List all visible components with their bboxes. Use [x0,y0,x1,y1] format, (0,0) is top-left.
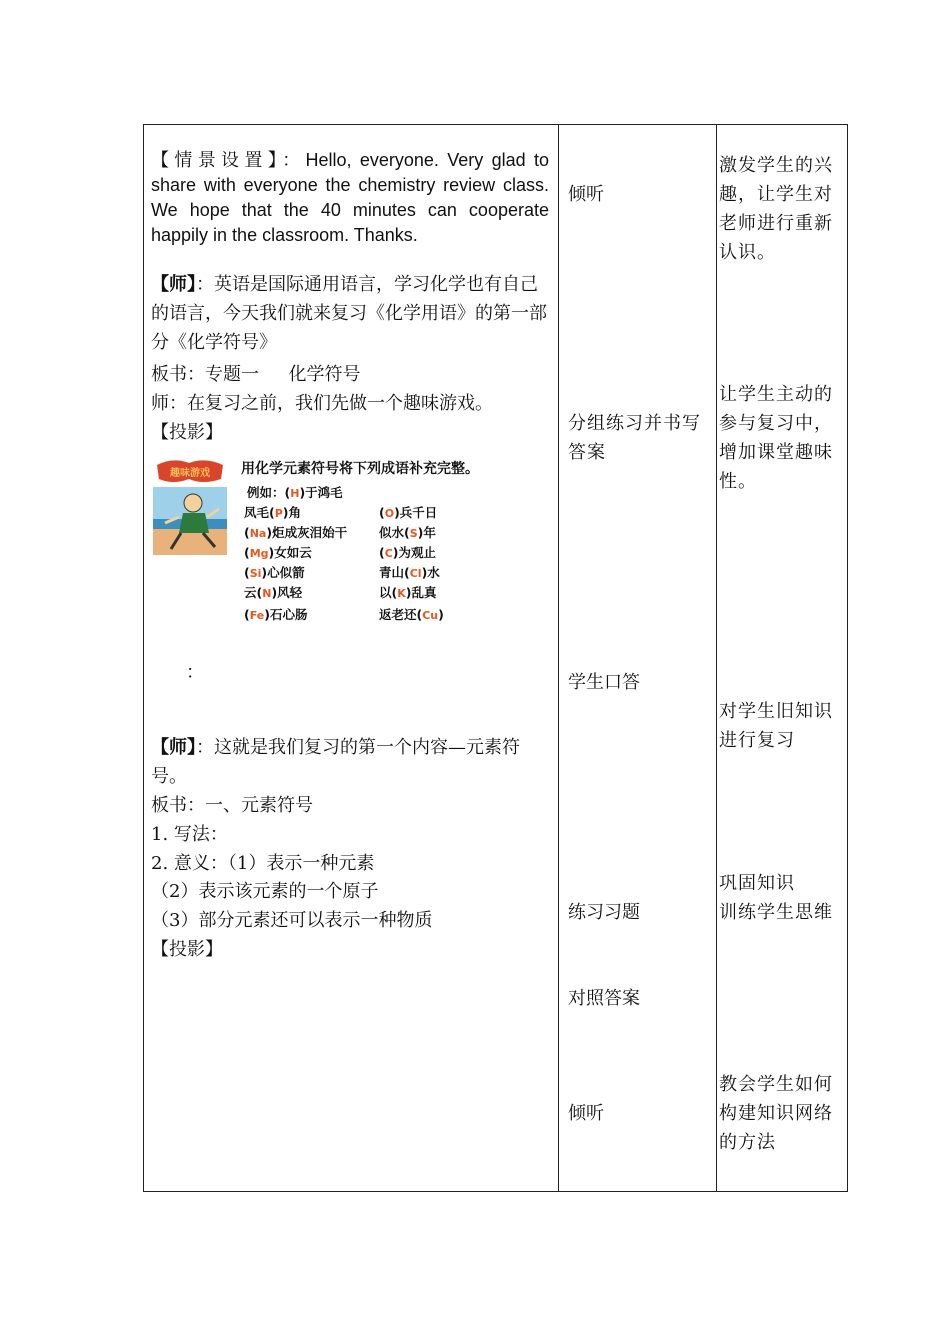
idiom-element-symbol: Si [249,567,262,580]
idiom-pre: 青山( [379,565,410,580]
idiom-pre: 返老还( [379,607,423,622]
scene-setting [151,148,549,248]
idiom-pre: ( [244,607,250,622]
projection-label: 【投影】 [151,422,223,443]
idiom-element-symbol: Cl [409,567,422,580]
item-atom: （2）表示该元素的一个原子 [151,881,379,902]
idiom-pre: 似水( [379,525,410,540]
idiom-item [244,523,347,541]
idiom-item [379,583,436,601]
teacher-label-2: 【师】 [151,737,196,758]
column-divider-2 [716,124,717,1192]
purpose-knowledge-network: 教会学生如何构建知识网络的方法 [719,1074,833,1153]
item-substance: （3）部分元素还可以表示一种物质 [151,910,433,931]
teacher-intro-text: ：英语是国际通用语言，学习化学也有自己的语言，今天我们就来复习《化学用语》的第一部分《化学符号》 [151,274,547,353]
scene-label: 【情景设置】： [151,150,306,171]
idiom-element-symbol: S [409,527,418,540]
example-pre: 例如：( [247,485,291,500]
idiom-element-symbol: Na [249,527,267,540]
board-topic: 板书：专题一 化学符号 [151,364,361,385]
example-line [247,483,343,501]
teacher-label: 【师】 [151,274,196,295]
activity-oral-answer: 学生口答 [568,672,640,693]
idiom-element-symbol: N [262,587,272,600]
game-logo-text: 趣味游戏 [170,468,210,479]
idiom-element-symbol: Mg [249,547,269,560]
idiom-element-symbol: Cu [422,609,439,622]
activity-listen-2: 倾听 [568,1103,604,1124]
idiom-element-symbol: O [384,507,395,520]
example-symbol: H [290,487,300,500]
teacher-element-symbol [151,733,551,791]
idiom-post: )风轻 [271,585,303,600]
running-cartoon-image [153,457,227,555]
table-left-border [143,124,144,1192]
idiom-game-slide [151,455,551,635]
idiom-item [244,583,302,601]
idiom-post: )年 [417,525,436,540]
idiom-element-symbol: C [384,547,393,560]
idiom-post: )心似箭 [261,565,305,580]
idiom-item [379,523,436,541]
idiom-pre: 以( [379,585,398,600]
activity-exercise: 练习习题 [568,902,640,923]
idiom-post: )女如云 [268,545,312,560]
idiom-post: )石心肠 [264,607,308,622]
idiom-pre: ( [379,505,385,520]
stray-colon: ： [186,662,204,683]
idiom-item [244,563,305,581]
purpose-participation: 让学生主动的参与复习中，增加课堂趣味性。 [719,384,833,492]
idiom-post: )兵千日 [394,505,438,520]
idiom-post: ) [438,607,444,622]
idiom-pre: 云( [244,585,263,600]
idiom-element-symbol: Fe [249,609,265,622]
idiom-pre: ( [244,525,250,540]
idiom-post: )角 [282,505,301,520]
purpose-interest: 激发学生的兴趣，让学生对老师进行重新认识。 [719,155,833,263]
teacher-element-text: ：这就是我们复习的第一个内容—元素符号。 [151,737,520,787]
scene-text: Hello, everyone. Very glad to share with everyone the chemistry review class. We hope that the 40 minutes can cooperate happily in the classroom. Thanks. [151,150,550,245]
idiom-item [244,543,312,561]
item-meaning: 2. 意义：（1）表示一种元素 [151,853,375,874]
purpose-thinking: 训练学生思维 [719,902,833,923]
idiom-pre: ( [244,565,250,580]
idiom-post: )水 [421,565,440,580]
teacher-game-line: 师：在复习之前，我们先做一个趣味游戏。 [151,393,493,414]
example-post: )于鸿毛 [299,485,343,500]
idiom-post: )炬成灰泪始干 [266,525,348,540]
activity-check-answers: 对照答案 [568,988,640,1009]
idiom-element-symbol: K [397,587,406,600]
item-writing: 1. 写法： [151,824,228,845]
purpose-consolidate: 巩固知识 [719,873,795,894]
idiom-post: )乱真 [405,585,437,600]
activity-listen: 倾听 [568,184,604,205]
idiom-item [244,605,307,623]
idiom-item [379,605,444,623]
idiom-post: )为观止 [392,545,437,560]
purpose-review: 对学生旧知识进行复习 [719,701,833,751]
idiom-pre: ( [379,545,385,560]
game-title: 用化学元素符号将下列成语补充完整。 [241,461,479,477]
idiom-pre: ( [244,545,250,560]
projection-label-2: 【投影】 [151,939,223,960]
idiom-item [379,543,436,561]
activity-group-practice: 分组练习并书写答案 [568,413,701,463]
idiom-item [379,503,437,521]
column-divider-1 [558,124,559,1192]
idiom-item [379,563,440,581]
board-element-symbol: 板书：一、元素符号 [151,795,313,816]
idiom-pre: 凤毛( [244,505,275,520]
teacher-intro [151,270,551,357]
idiom-item [244,503,301,521]
idiom-element-symbol: P [274,507,283,520]
